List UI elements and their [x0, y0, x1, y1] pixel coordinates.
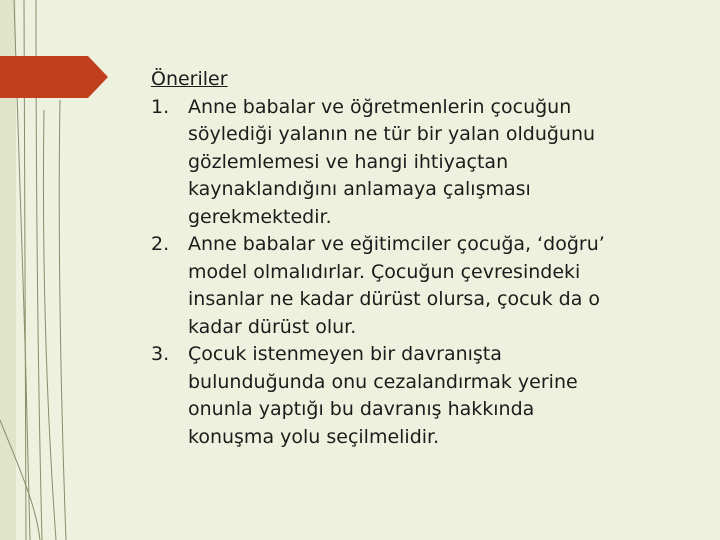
- item-number: 3.: [151, 343, 170, 365]
- list-item: [151, 341, 621, 451]
- item-text: Çocuk istenmeyen bir davranışta bulunduğunda onu cezalandırmak yerine onunla yaptığı bu davranış hakkında konuşma yolu seçilmelidir.: [188, 343, 578, 448]
- accent-shape: [0, 56, 108, 98]
- content-area: [151, 66, 621, 451]
- item-number: 2.: [151, 233, 170, 255]
- section-heading: Öneriler: [151, 68, 228, 90]
- item-text: Anne babalar ve öğretmenlerin çocuğun söylediği yalanın ne tür bir yalan olduğunu gözlemlemesi ve hangi ihtiyaçtan kaynaklandığını anlamaya çalışması gerekmektedir.: [188, 95, 596, 228]
- list-item: [151, 231, 621, 341]
- title-accent-arrow: [0, 56, 108, 98]
- list-item: [151, 94, 621, 232]
- deco-line-5: [59, 100, 66, 540]
- deco-line-4: [44, 110, 57, 540]
- item-text: Anne babalar ve eğitimciler çocuğa, ‘doğru’ model olmalıdırlar. Çocuğun çevresindeki insanlar ne kadar dürüst olursa, çocuk da o kadar dürüst olur.: [188, 233, 605, 338]
- recommendation-list: [151, 94, 621, 452]
- deco-line-6: [0, 420, 40, 540]
- item-number: 1.: [151, 95, 170, 118]
